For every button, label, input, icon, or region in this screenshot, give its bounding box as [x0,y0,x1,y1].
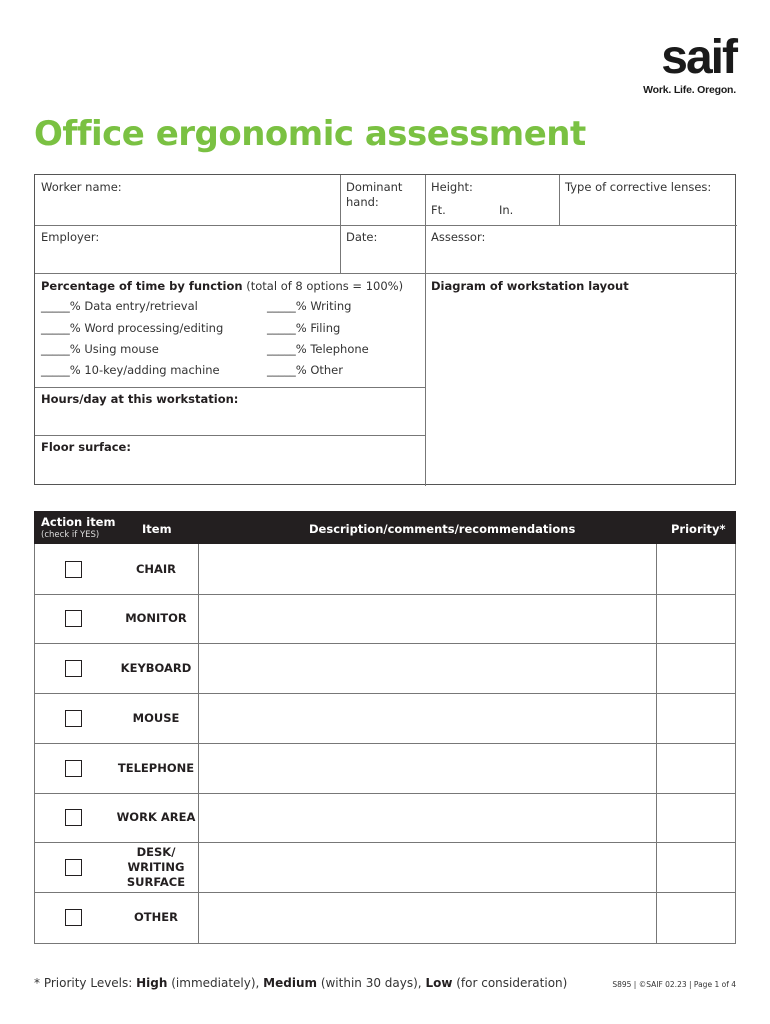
footnote-medium: Medium [263,976,317,990]
diagram-heading: Diagram of workstation layout [431,279,629,293]
date-field[interactable]: Date: [346,230,378,244]
assessor-field[interactable]: Assessor: [431,230,486,244]
item-work-area: WORK AREA [116,810,196,824]
telephone-checkbox[interactable] [65,760,82,777]
item-chair: CHAIR [135,562,177,576]
other-checkbox[interactable] [65,909,82,926]
footnote-low-note: (for consideration) [452,976,568,990]
function-filing[interactable]: _____% Filing [267,321,341,335]
table-header [34,511,736,544]
page-title: Office ergonomic assessment [34,114,586,154]
action-item-table [34,511,736,944]
function-other[interactable]: _____% Other [267,363,343,377]
hours-per-day-field[interactable]: Hours/day at this workstation: [41,392,239,406]
pct-time-note: (total of 8 options = 100%) [246,279,404,293]
priority-levels-footnote [34,976,567,990]
item-other: OTHER [134,910,178,924]
function-writing[interactable]: _____% Writing [267,299,352,313]
col-action-item-sub: (check if YES) [41,530,100,540]
corrective-lenses-field[interactable]: Type of corrective lenses: [565,180,712,194]
form-code: S895 | ©SAIF 02.23 | Page 1 of 4 [612,980,736,989]
col-description: Description/comments/recommendations [309,522,576,536]
function-using-mouse[interactable]: _____% Using mouse [41,342,159,356]
item-monitor: MONITOR [125,611,187,625]
height-ft-label: Ft. [431,203,446,217]
pct-time-title: Percentage of time by function [41,279,243,293]
keyboard-checkbox[interactable] [65,660,82,677]
item-desk-writing-surface: DESK/ WRITING SURFACE [126,845,186,889]
footnote-medium-note: (within 30 days), [317,976,426,990]
footnote-low: Low [425,976,453,990]
mouse-checkbox[interactable] [65,710,82,727]
logo-tagline: Work. Life. Oregon. [643,84,736,96]
function-telephone[interactable]: _____% Telephone [267,342,369,356]
desk-checkbox[interactable] [65,859,82,876]
pct-time-heading [35,275,409,297]
work-area-checkbox[interactable] [65,809,82,826]
dominant-hand-field[interactable] [340,176,408,214]
dominant-hand-label-2: hand: [346,195,379,209]
item-keyboard: KEYBOARD [120,661,192,675]
monitor-checkbox[interactable] [65,610,82,627]
col-priority: Priority* [671,522,726,536]
item-mouse: MOUSE [132,711,180,725]
function-data-entry[interactable]: _____% Data entry/retrieval [41,299,198,313]
saif-logo [616,31,736,96]
function-word-processing[interactable]: _____% Word processing/editing [41,321,224,335]
worker-name-field[interactable]: Worker name: [41,180,122,194]
dominant-hand-label-1: Dominant [346,180,403,194]
floor-surface-field[interactable]: Floor surface: [41,440,131,454]
height-field[interactable]: Height: [431,180,473,194]
col-item: Item [142,522,172,536]
chair-checkbox[interactable] [65,561,82,578]
footnote-high-note: (immediately), [167,976,264,990]
worker-info-form [34,174,736,485]
function-10-key[interactable]: _____% 10-key/adding machine [41,363,220,377]
height-in-label: In. [499,203,514,217]
employer-field[interactable]: Employer: [41,230,100,244]
footnote-prefix: * Priority Levels: [34,976,137,990]
footnote-high: High [136,976,168,990]
item-telephone: TELEPHONE [117,761,195,775]
col-action-item: Action item [41,515,116,529]
logo-wordmark: saif [661,31,736,84]
